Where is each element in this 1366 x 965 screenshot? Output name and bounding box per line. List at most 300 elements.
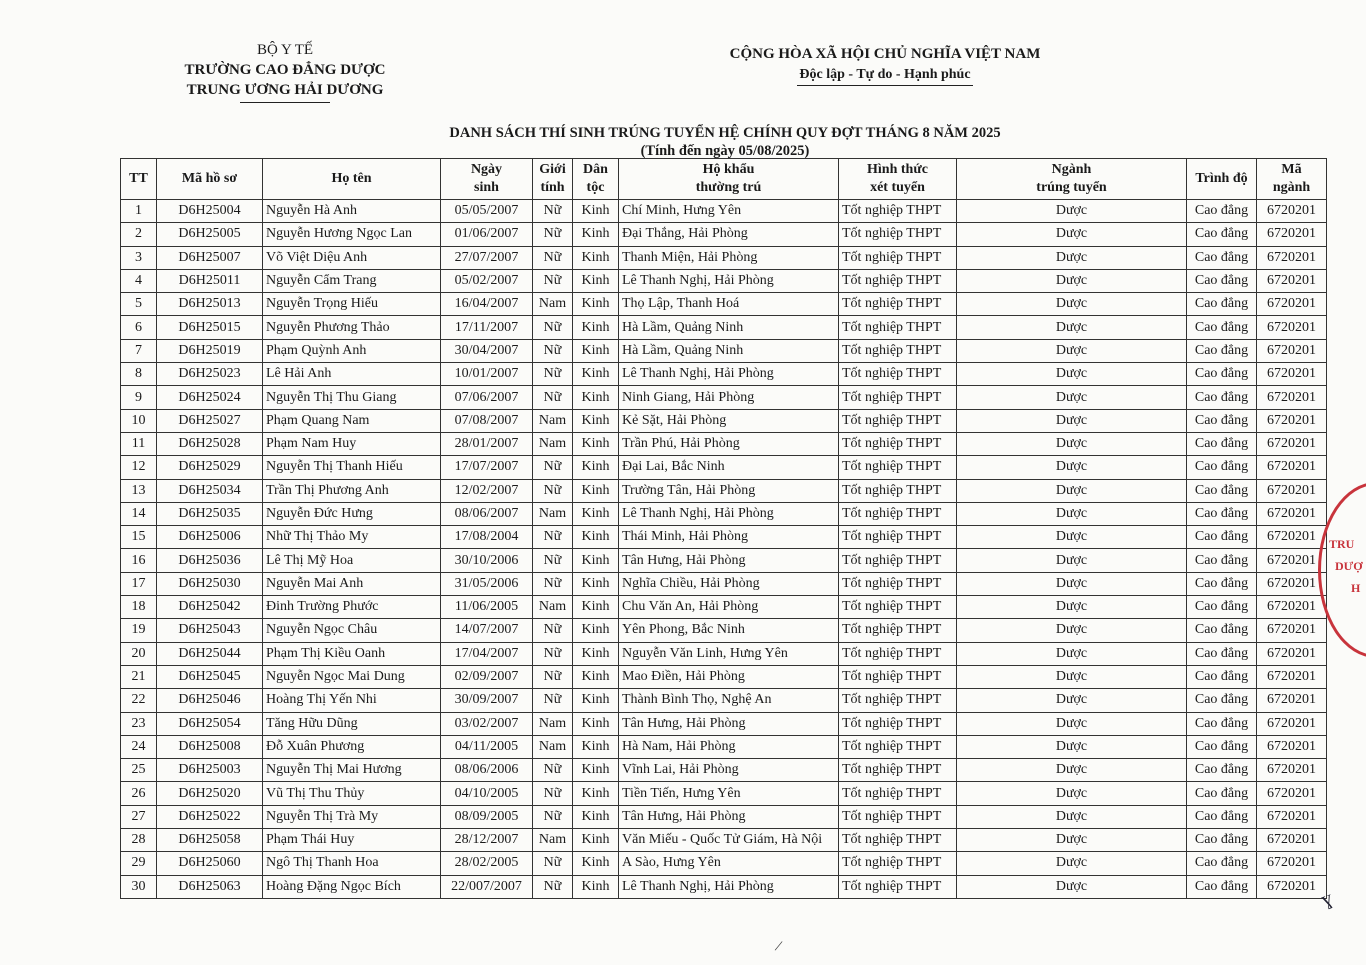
gender-cell: Nữ (533, 363, 573, 386)
major-cell: Dược (957, 759, 1187, 782)
residence-cell: Kẻ Sặt, Hải Phòng (619, 409, 839, 432)
record-id-cell: D6H25020 (157, 782, 263, 805)
major-code-cell: 6720201 (1257, 316, 1327, 339)
birth-date-cell: 28/12/2007 (441, 829, 533, 852)
level-cell: Cao đẳng (1187, 782, 1257, 805)
major-code-cell: 6720201 (1257, 363, 1327, 386)
gender-cell: Nữ (533, 619, 573, 642)
table-row (121, 712, 1327, 735)
residence-cell: Chí Minh, Hưng Yên (619, 200, 839, 223)
level-cell: Cao đẳng (1187, 269, 1257, 292)
column-header-text: Họ tên (331, 171, 372, 186)
full-name-cell: Phạm Quang Nam (263, 409, 441, 432)
major-cell: Dược (957, 572, 1187, 595)
admission-method-cell: Tốt nghiệp THPT (839, 316, 957, 339)
table-row (121, 246, 1327, 269)
row-number-cell: 23 (121, 712, 157, 735)
record-id-cell: D6H25013 (157, 293, 263, 316)
ethnicity-cell: Kinh (573, 782, 619, 805)
residence-cell: Hà Nam, Hải Phòng (619, 735, 839, 758)
level-cell: Cao đẳng (1187, 502, 1257, 525)
ministry-name: BỘ Y TẾ (256, 42, 314, 58)
admission-method-cell: Tốt nghiệp THPT (839, 689, 957, 712)
record-id-cell: D6H25027 (157, 409, 263, 432)
major-code-cell: 6720201 (1257, 293, 1327, 316)
birth-date-cell: 28/01/2007 (441, 432, 533, 455)
column-header-text: Hình thức (867, 162, 928, 177)
ethnicity-cell: Kinh (573, 572, 619, 595)
full-name-cell: Nguyễn Đức Hưng (263, 502, 441, 525)
ethnicity-cell: Kinh (573, 735, 619, 758)
row-number-cell: 2 (121, 223, 157, 246)
row-number-cell: 29 (121, 852, 157, 875)
seal-text-2: DƯỢ (1335, 559, 1363, 573)
major-code-cell: 6720201 (1257, 223, 1327, 246)
ethnicity-cell: Kinh (573, 712, 619, 735)
level-cell: Cao đẳng (1187, 363, 1257, 386)
level-cell: Cao đẳng (1187, 432, 1257, 455)
residence-cell: Tiền Tiến, Hưng Yên (619, 782, 839, 805)
major-code-cell: 6720201 (1257, 409, 1327, 432)
major-code-cell: 6720201 (1257, 642, 1327, 665)
level-cell: Cao đẳng (1187, 246, 1257, 269)
admission-method-cell: Tốt nghiệp THPT (839, 642, 957, 665)
residence-cell: Mao Điền, Hải Phòng (619, 665, 839, 688)
level-cell: Cao đẳng (1187, 805, 1257, 828)
ministry-header (150, 40, 420, 103)
table-row (121, 759, 1327, 782)
record-id-cell: D6H25044 (157, 642, 263, 665)
admission-method-cell: Tốt nghiệp THPT (839, 223, 957, 246)
row-number-cell: 16 (121, 549, 157, 572)
residence-cell: Vĩnh Lai, Hải Phòng (619, 759, 839, 782)
table-row (121, 572, 1327, 595)
column-header-text: Trình độ (1195, 171, 1248, 186)
full-name-cell: Tăng Hữu Dũng (263, 712, 441, 735)
residence-cell: A Sào, Hưng Yên (619, 852, 839, 875)
table-row (121, 665, 1327, 688)
column-header-text: tộc (586, 180, 605, 195)
full-name-cell: Nguyễn Cẩm Trang (263, 269, 441, 292)
level-cell: Cao đẳng (1187, 619, 1257, 642)
full-name-cell: Lê Thị Mỹ Hoa (263, 549, 441, 572)
full-name-cell: Nguyễn Ngọc Mai Dung (263, 665, 441, 688)
column-header-text: sinh (474, 180, 499, 195)
gender-cell: Nữ (533, 386, 573, 409)
residence-cell: Lê Thanh Nghị, Hải Phòng (619, 363, 839, 386)
record-id-cell: D6H25046 (157, 689, 263, 712)
full-name-cell: Nguyễn Hà Anh (263, 200, 441, 223)
row-number-cell: 17 (121, 572, 157, 595)
residence-cell: Tân Hưng, Hải Phòng (619, 712, 839, 735)
admission-method-cell: Tốt nghiệp THPT (839, 572, 957, 595)
table-body (121, 200, 1327, 899)
level-cell: Cao đẳng (1187, 712, 1257, 735)
major-cell: Dược (957, 642, 1187, 665)
major-code-cell: 6720201 (1257, 339, 1327, 362)
ethnicity-cell: Kinh (573, 246, 619, 269)
birth-date-cell: 14/07/2007 (441, 619, 533, 642)
major-cell: Dược (957, 479, 1187, 502)
admission-method-cell: Tốt nghiệp THPT (839, 549, 957, 572)
residence-cell: Tân Hưng, Hải Phòng (619, 805, 839, 828)
ethnicity-cell: Kinh (573, 689, 619, 712)
column-header (957, 159, 1187, 200)
ethnicity-cell: Kinh (573, 642, 619, 665)
full-name-cell: Nguyễn Hương Ngọc Lan (263, 223, 441, 246)
birth-date-cell: 07/08/2007 (441, 409, 533, 432)
gender-cell: Nữ (533, 782, 573, 805)
column-header (263, 159, 441, 200)
gender-cell: Nữ (533, 642, 573, 665)
major-code-cell: 6720201 (1257, 246, 1327, 269)
admission-method-cell: Tốt nghiệp THPT (839, 456, 957, 479)
major-cell: Dược (957, 619, 1187, 642)
record-id-cell: D6H25029 (157, 456, 263, 479)
birth-date-cell: 08/09/2005 (441, 805, 533, 828)
major-cell: Dược (957, 409, 1187, 432)
admission-method-cell: Tốt nghiệp THPT (839, 852, 957, 875)
column-header (441, 159, 533, 200)
birth-date-cell: 17/07/2007 (441, 456, 533, 479)
ethnicity-cell: Kinh (573, 293, 619, 316)
row-number-cell: 14 (121, 502, 157, 525)
full-name-cell: Phạm Nam Huy (263, 432, 441, 455)
birth-date-cell: 04/11/2005 (441, 735, 533, 758)
full-name-cell: Đỗ Xuân Phương (263, 735, 441, 758)
record-id-cell: D6H25054 (157, 712, 263, 735)
column-header-text: thường trú (695, 180, 762, 195)
record-id-cell: D6H25008 (157, 735, 263, 758)
admission-method-cell: Tốt nghiệp THPT (839, 502, 957, 525)
residence-cell: Nguyễn Văn Linh, Hưng Yên (619, 642, 839, 665)
gender-cell: Nữ (533, 875, 573, 898)
residence-cell: Hà Lầm, Quảng Ninh (619, 316, 839, 339)
full-name-cell: Vũ Thị Thu Thủy (263, 782, 441, 805)
residence-cell: Hà Lầm, Quảng Ninh (619, 339, 839, 362)
major-cell: Dược (957, 549, 1187, 572)
row-number-cell: 13 (121, 479, 157, 502)
residence-cell: Ninh Giang, Hải Phòng (619, 386, 839, 409)
table-row (121, 479, 1327, 502)
major-code-cell: 6720201 (1257, 386, 1327, 409)
column-header-text: xét tuyển (870, 180, 925, 195)
record-id-cell: D6H25043 (157, 619, 263, 642)
record-id-cell: D6H25024 (157, 386, 263, 409)
gender-cell: Nam (533, 293, 573, 316)
ethnicity-cell: Kinh (573, 456, 619, 479)
birth-date-cell: 22/007/2007 (441, 875, 533, 898)
admission-table (120, 158, 1327, 899)
level-cell: Cao đẳng (1187, 223, 1257, 246)
major-code-cell: 6720201 (1257, 572, 1327, 595)
record-id-cell: D6H25011 (157, 269, 263, 292)
level-cell: Cao đẳng (1187, 759, 1257, 782)
row-number-cell: 15 (121, 526, 157, 549)
major-code-cell: 6720201 (1257, 269, 1327, 292)
row-number-cell: 1 (121, 200, 157, 223)
admission-method-cell: Tốt nghiệp THPT (839, 363, 957, 386)
record-id-cell: D6H25028 (157, 432, 263, 455)
full-name-cell: Ngô Thị Thanh Hoa (263, 852, 441, 875)
row-number-cell: 25 (121, 759, 157, 782)
level-cell: Cao đẳng (1187, 689, 1257, 712)
column-header-text: Hộ khẩu (702, 162, 755, 177)
row-number-cell: 4 (121, 269, 157, 292)
row-number-cell: 9 (121, 386, 157, 409)
level-cell: Cao đẳng (1187, 642, 1257, 665)
birth-date-cell: 27/07/2007 (441, 246, 533, 269)
admission-method-cell: Tốt nghiệp THPT (839, 712, 957, 735)
residence-cell: Văn Miếu - Quốc Tử Giám, Hà Nội (619, 829, 839, 852)
major-code-cell: 6720201 (1257, 502, 1327, 525)
major-cell: Dược (957, 596, 1187, 619)
major-cell: Dược (957, 223, 1187, 246)
birth-date-cell: 17/11/2007 (441, 316, 533, 339)
record-id-cell: D6H25035 (157, 502, 263, 525)
table-row (121, 386, 1327, 409)
birth-date-cell: 17/08/2004 (441, 526, 533, 549)
document-title-main: DANH SÁCH THÍ SINH TRÚNG TUYỂN HỆ CHÍNH QUY ĐỢT THÁNG 8 NĂM 2025 (449, 125, 1001, 141)
table-row (121, 852, 1327, 875)
full-name-cell: Nguyễn Phương Thảo (263, 316, 441, 339)
school-name-line2: TRUNG ƯƠNG HẢI DƯƠNG (186, 82, 384, 98)
record-id-cell: D6H25019 (157, 339, 263, 362)
ethnicity-cell: Kinh (573, 759, 619, 782)
admission-method-cell: Tốt nghiệp THPT (839, 526, 957, 549)
record-id-cell: D6H25005 (157, 223, 263, 246)
ethnicity-cell: Kinh (573, 339, 619, 362)
row-number-cell: 24 (121, 735, 157, 758)
column-header-text: Dân (583, 162, 608, 177)
major-cell: Dược (957, 339, 1187, 362)
major-code-cell: 6720201 (1257, 712, 1327, 735)
birth-date-cell: 17/04/2007 (441, 642, 533, 665)
seal-text-1: TRU (1329, 537, 1355, 551)
major-code-cell: 6720201 (1257, 456, 1327, 479)
table-row (121, 200, 1327, 223)
major-code-cell: 6720201 (1257, 782, 1327, 805)
full-name-cell: Nhữ Thị Thảo My (263, 526, 441, 549)
table-row (121, 596, 1327, 619)
gender-cell: Nữ (533, 479, 573, 502)
birth-date-cell: 30/10/2006 (441, 549, 533, 572)
gender-cell: Nữ (533, 269, 573, 292)
level-cell: Cao đẳng (1187, 339, 1257, 362)
gender-cell: Nữ (533, 456, 573, 479)
gender-cell: Nam (533, 432, 573, 455)
level-cell: Cao đẳng (1187, 526, 1257, 549)
table-row (121, 502, 1327, 525)
major-cell: Dược (957, 432, 1187, 455)
document-title (300, 124, 1150, 160)
record-id-cell: D6H25036 (157, 549, 263, 572)
full-name-cell: Nguyễn Mai Anh (263, 572, 441, 595)
row-number-cell: 26 (121, 782, 157, 805)
admission-method-cell: Tốt nghiệp THPT (839, 409, 957, 432)
table-row (121, 619, 1327, 642)
record-id-cell: D6H25060 (157, 852, 263, 875)
full-name-cell: Trần Thị Phương Anh (263, 479, 441, 502)
column-header (839, 159, 957, 200)
level-cell: Cao đẳng (1187, 596, 1257, 619)
record-id-cell: D6H25023 (157, 363, 263, 386)
row-number-cell: 7 (121, 339, 157, 362)
gender-cell: Nam (533, 409, 573, 432)
record-id-cell: D6H25004 (157, 200, 263, 223)
row-number-cell: 18 (121, 596, 157, 619)
major-cell: Dược (957, 735, 1187, 758)
level-cell: Cao đẳng (1187, 665, 1257, 688)
ethnicity-cell: Kinh (573, 269, 619, 292)
table-row (121, 293, 1327, 316)
table-row (121, 269, 1327, 292)
gender-cell: Nam (533, 502, 573, 525)
admission-method-cell: Tốt nghiệp THPT (839, 619, 957, 642)
residence-cell: Trần Phú, Hải Phòng (619, 432, 839, 455)
ethnicity-cell: Kinh (573, 479, 619, 502)
record-id-cell: D6H25042 (157, 596, 263, 619)
ethnicity-cell: Kinh (573, 432, 619, 455)
column-header-text: Ngày (470, 162, 503, 177)
major-code-cell: 6720201 (1257, 829, 1327, 852)
full-name-cell: Nguyễn Thị Thu Giang (263, 386, 441, 409)
full-name-cell: Nguyễn Thị Mai Hương (263, 759, 441, 782)
table-row (121, 339, 1327, 362)
gender-cell: Nam (533, 829, 573, 852)
ethnicity-cell: Kinh (573, 409, 619, 432)
major-code-cell: 6720201 (1257, 665, 1327, 688)
level-cell: Cao đẳng (1187, 735, 1257, 758)
full-name-cell: Nguyễn Trọng Hiếu (263, 293, 441, 316)
residence-cell: Trường Tân, Hải Phòng (619, 479, 839, 502)
table-row (121, 363, 1327, 386)
table-row (121, 642, 1327, 665)
birth-date-cell: 08/06/2006 (441, 759, 533, 782)
table-row (121, 526, 1327, 549)
column-header (1257, 159, 1327, 200)
gender-cell: Nữ (533, 805, 573, 828)
admission-method-cell: Tốt nghiệp THPT (839, 735, 957, 758)
birth-date-cell: 08/06/2007 (441, 502, 533, 525)
row-number-cell: 10 (121, 409, 157, 432)
major-cell: Dược (957, 293, 1187, 316)
admission-method-cell: Tốt nghiệp THPT (839, 246, 957, 269)
residence-cell: Thọ Lập, Thanh Hoá (619, 293, 839, 316)
table-row (121, 689, 1327, 712)
row-number-cell: 8 (121, 363, 157, 386)
gender-cell: Nữ (533, 689, 573, 712)
admission-method-cell: Tốt nghiệp THPT (839, 805, 957, 828)
admission-method-cell: Tốt nghiệp THPT (839, 269, 957, 292)
major-code-cell: 6720201 (1257, 432, 1327, 455)
column-header-text: tính (540, 180, 565, 195)
level-cell: Cao đẳng (1187, 479, 1257, 502)
row-number-cell: 3 (121, 246, 157, 269)
residence-cell: Nghĩa Chiều, Hải Phòng (619, 572, 839, 595)
ethnicity-cell: Kinh (573, 316, 619, 339)
column-header-text: Ngành (1051, 162, 1092, 177)
admission-method-cell: Tốt nghiệp THPT (839, 432, 957, 455)
major-cell: Dược (957, 665, 1187, 688)
residence-cell: Đại Thắng, Hải Phòng (619, 223, 839, 246)
record-id-cell: D6H25058 (157, 829, 263, 852)
level-cell: Cao đẳng (1187, 386, 1257, 409)
record-id-cell: D6H25006 (157, 526, 263, 549)
birth-date-cell: 07/06/2007 (441, 386, 533, 409)
ethnicity-cell: Kinh (573, 200, 619, 223)
birth-date-cell: 10/01/2007 (441, 363, 533, 386)
national-motto: Độc lập - Tự do - Hạnh phúc (797, 65, 972, 86)
column-header-text: ngành (1272, 180, 1311, 195)
major-code-cell: 6720201 (1257, 735, 1327, 758)
column-header-text: Mã hồ sơ (181, 171, 238, 186)
table-row (121, 432, 1327, 455)
admission-method-cell: Tốt nghiệp THPT (839, 293, 957, 316)
row-number-cell: 11 (121, 432, 157, 455)
major-cell: Dược (957, 269, 1187, 292)
table-header-row (121, 159, 1327, 200)
column-header (533, 159, 573, 200)
gender-cell: Nam (533, 596, 573, 619)
row-number-cell: 19 (121, 619, 157, 642)
birth-date-cell: 30/04/2007 (441, 339, 533, 362)
residence-cell: Lê Thanh Nghị, Hải Phòng (619, 502, 839, 525)
admission-method-cell: Tốt nghiệp THPT (839, 386, 957, 409)
column-header-text: Giới (539, 162, 566, 177)
level-cell: Cao đẳng (1187, 316, 1257, 339)
residence-cell: Yên Phong, Bắc Ninh (619, 619, 839, 642)
major-cell: Dược (957, 363, 1187, 386)
full-name-cell: Nguyễn Thị Thanh Hiếu (263, 456, 441, 479)
major-cell: Dược (957, 689, 1187, 712)
major-cell: Dược (957, 829, 1187, 852)
table-row (121, 549, 1327, 572)
level-cell: Cao đẳng (1187, 549, 1257, 572)
ethnicity-cell: Kinh (573, 386, 619, 409)
national-header (700, 44, 1070, 86)
residence-cell: Thành Bình Thọ, Nghệ An (619, 689, 839, 712)
level-cell: Cao đẳng (1187, 456, 1257, 479)
admission-method-cell: Tốt nghiệp THPT (839, 665, 957, 688)
school-name-line1: TRƯỜNG CAO ĐẲNG DƯỢC (184, 62, 386, 78)
table-row (121, 316, 1327, 339)
row-number-cell: 5 (121, 293, 157, 316)
gender-cell: Nữ (533, 665, 573, 688)
row-number-cell: 28 (121, 829, 157, 852)
ethnicity-cell: Kinh (573, 596, 619, 619)
ethnicity-cell: Kinh (573, 526, 619, 549)
major-code-cell: 6720201 (1257, 596, 1327, 619)
column-header-text: trúng tuyển (1036, 180, 1107, 195)
birth-date-cell: 16/04/2007 (441, 293, 533, 316)
major-cell: Dược (957, 456, 1187, 479)
record-id-cell: D6H25015 (157, 316, 263, 339)
row-number-cell: 30 (121, 875, 157, 898)
level-cell: Cao đẳng (1187, 409, 1257, 432)
admission-method-cell: Tốt nghiệp THPT (839, 759, 957, 782)
birth-date-cell: 31/05/2006 (441, 572, 533, 595)
gender-cell: Nữ (533, 316, 573, 339)
row-number-cell: 6 (121, 316, 157, 339)
gender-cell: Nữ (533, 200, 573, 223)
birth-date-cell: 02/09/2007 (441, 665, 533, 688)
table-row (121, 735, 1327, 758)
ethnicity-cell: Kinh (573, 805, 619, 828)
row-number-cell: 12 (121, 456, 157, 479)
column-header (1187, 159, 1257, 200)
ethnicity-cell: Kinh (573, 549, 619, 572)
